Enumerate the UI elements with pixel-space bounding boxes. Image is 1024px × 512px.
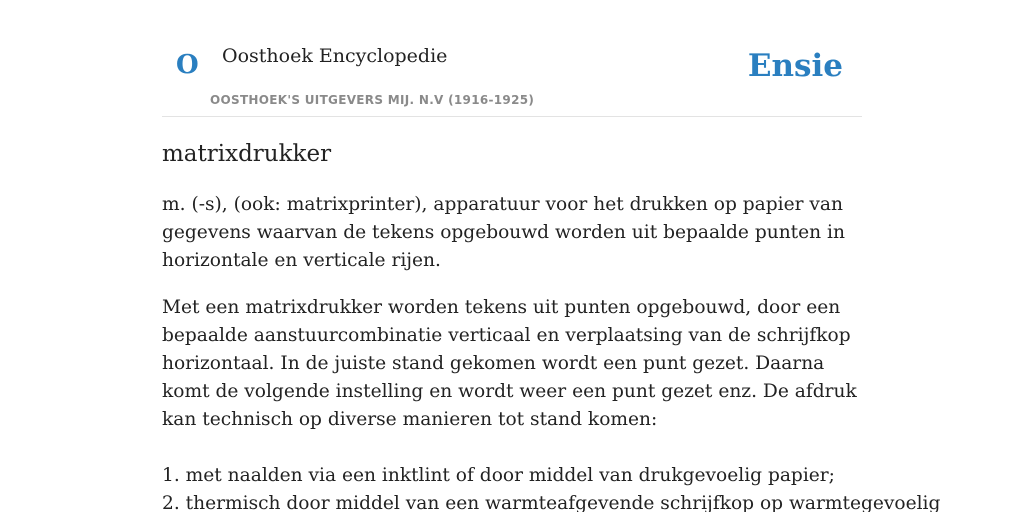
- site-header: [162, 0, 862, 117]
- entry-title: matrixdrukker: [162, 141, 332, 167]
- list-item: 1. met naalden via een inktlint of door middel van drukgevoelig papier;: [162, 465, 835, 486]
- method-list: [162, 462, 941, 512]
- ensie-brand-link[interactable]: Ensie: [747, 48, 843, 84]
- entry-definition: m. (-s), (ook: matrixprinter), apparatuur voor het drukken op papier van gegevens waarvan de tekens opgebouwd worden uit bepaalde punten in horizontale en verticale rijen.: [162, 194, 845, 271]
- encyclopedia-logo[interactable]: O: [176, 50, 199, 80]
- entry-body: Met een matrixdrukker worden tekens uit punten opgebouwd, door een bepaalde aanstuurcombinatie verticaal en verplaatsing van de schrijfkop horizontaal. In de juiste stand gekomen wordt een punt gezet. Daarna komt de volgende instelling en wordt weer een punt gezet enz. De afdruk kan technisch op diverse manieren tot stand komen:: [162, 297, 857, 430]
- publisher-subtitle: OOSTHOEK'S UITGEVERS MIJ. N.V (1916-1925): [210, 93, 535, 107]
- list-item: 2. thermisch door middel van een warmteafgevende schrijfkop op warmtegevoelig: [162, 493, 941, 512]
- entry-content: [162, 138, 941, 512]
- encyclopedia-title[interactable]: Oosthoek Encyclopedie: [222, 45, 448, 67]
